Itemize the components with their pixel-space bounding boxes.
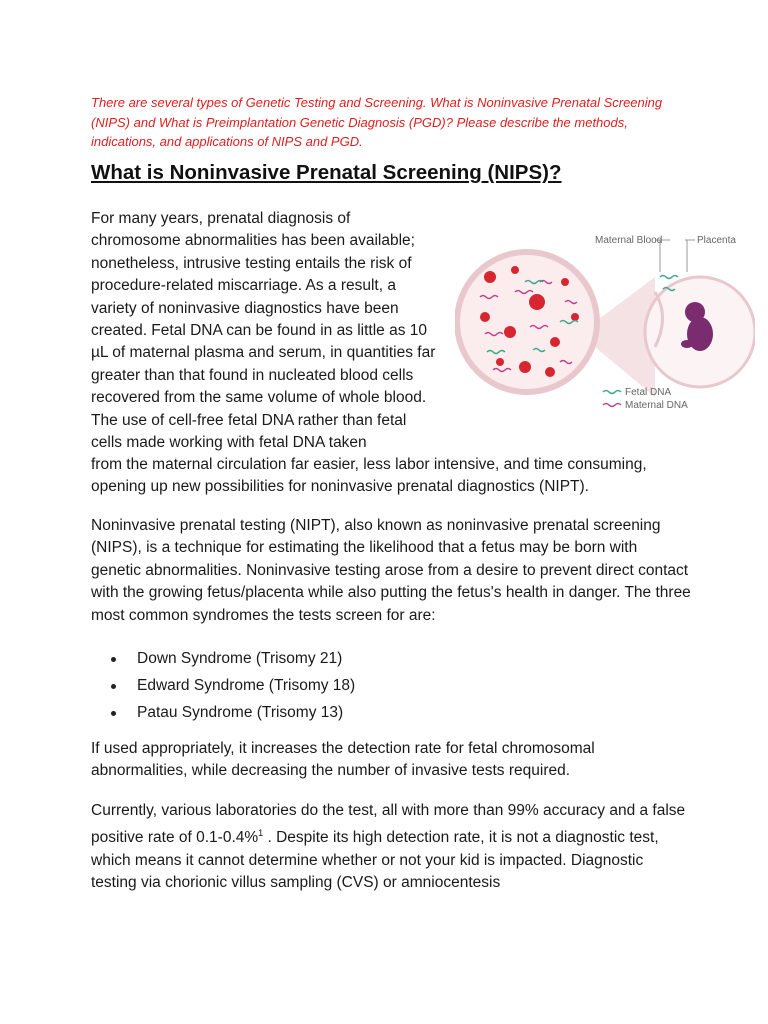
legend-fetal-label: Fetal DNA (625, 387, 672, 398)
accuracy-text-part1: Currently, various laboratories do the test, all with more than 99% accuracy and a false positive rate of 0.1-0.4% (91, 802, 686, 847)
paragraph-intro-tail: from the maternal circulation far easier, less labor intensive, and time consuming, opening up new possibilities for noninvasive prenatal diagnostics (NIPT). (91, 456, 647, 496)
legend-maternal-label: Maternal DNA (625, 400, 688, 411)
accuracy-text-part2: . Despite its high detection rate, it is not a diagnostic test, which means it cannot determine whether or not your kid is impacted. Diagnostic testing via chorionic villus sampling (CVS) or amniocentesis (91, 829, 659, 892)
list-item (91, 699, 691, 726)
legend-maternal-icon (603, 404, 621, 407)
list-item (91, 645, 691, 672)
placenta-label: Placenta (697, 235, 736, 246)
syndrome-label: Patau Syndrome (Trisomy 13) (137, 704, 344, 721)
placenta-leader (685, 240, 695, 272)
syndrome-label: Down Syndrome (Trisomy 21) (137, 650, 343, 667)
maternal-blood-label: Maternal Blood (595, 235, 663, 246)
nips-illustration (455, 222, 755, 422)
syndrome-list (91, 645, 691, 726)
paragraph-detection-rate: If used appropriately, it increases the detection rate for fetal chromosomal abnormalities, while decreasing the number of invasive tests required. (91, 740, 595, 780)
question-prompt: There are several types of Genetic Testing and Screening. What is Noninvasive Prenatal Screening (NIPS) and What is Preimplantation Genetic Diagnosis (PGD)? Please describe the methods, indications, and applications of NIPS and PGD. (91, 95, 663, 149)
paragraph-nipt-definition: Noninvasive prenatal testing (NIPT), also known as noninvasive prenatal screening (NIPS), is a technique for estimating the likelihood that a fetus may be born with genetic abnormalities. Noninvasive testing arose from a desire to prevent direct contact with the growing fetus/placenta while also putting the fetus's health in danger. The three most common syndromes the tests screen for are: (91, 517, 691, 624)
section-heading: What is Noninvasive Prenatal Screening (NIPS)? (91, 161, 562, 184)
bullet-icon (111, 684, 116, 689)
paragraph-intro-wrapped: For many years, prenatal diagnosis of chromosome abnormalities has been available; nonetheless, intrusive testing entails the risk of procedure-related miscarriage. As a result, a variety of noninvasive diagnostics have been created. Fetal DNA can be found in as little as 10 µL of maternal plasma and serum, in quantities far greater than that found in nucleated blood cells recovered from the same volume of whole blood. The use of cell-free fetal DNA rather than fetal cells made working with fetal DNA taken (91, 210, 436, 452)
bullet-icon (111, 711, 116, 716)
syndrome-label: Edward Syndrome (Trisomy 18) (137, 677, 356, 694)
paragraph-intro (91, 208, 441, 454)
paragraph-accuracy (91, 800, 691, 895)
bullet-icon (111, 657, 116, 662)
footnote-marker: 1 (258, 828, 264, 839)
legend-fetal-icon (603, 391, 621, 394)
list-item (91, 672, 691, 699)
